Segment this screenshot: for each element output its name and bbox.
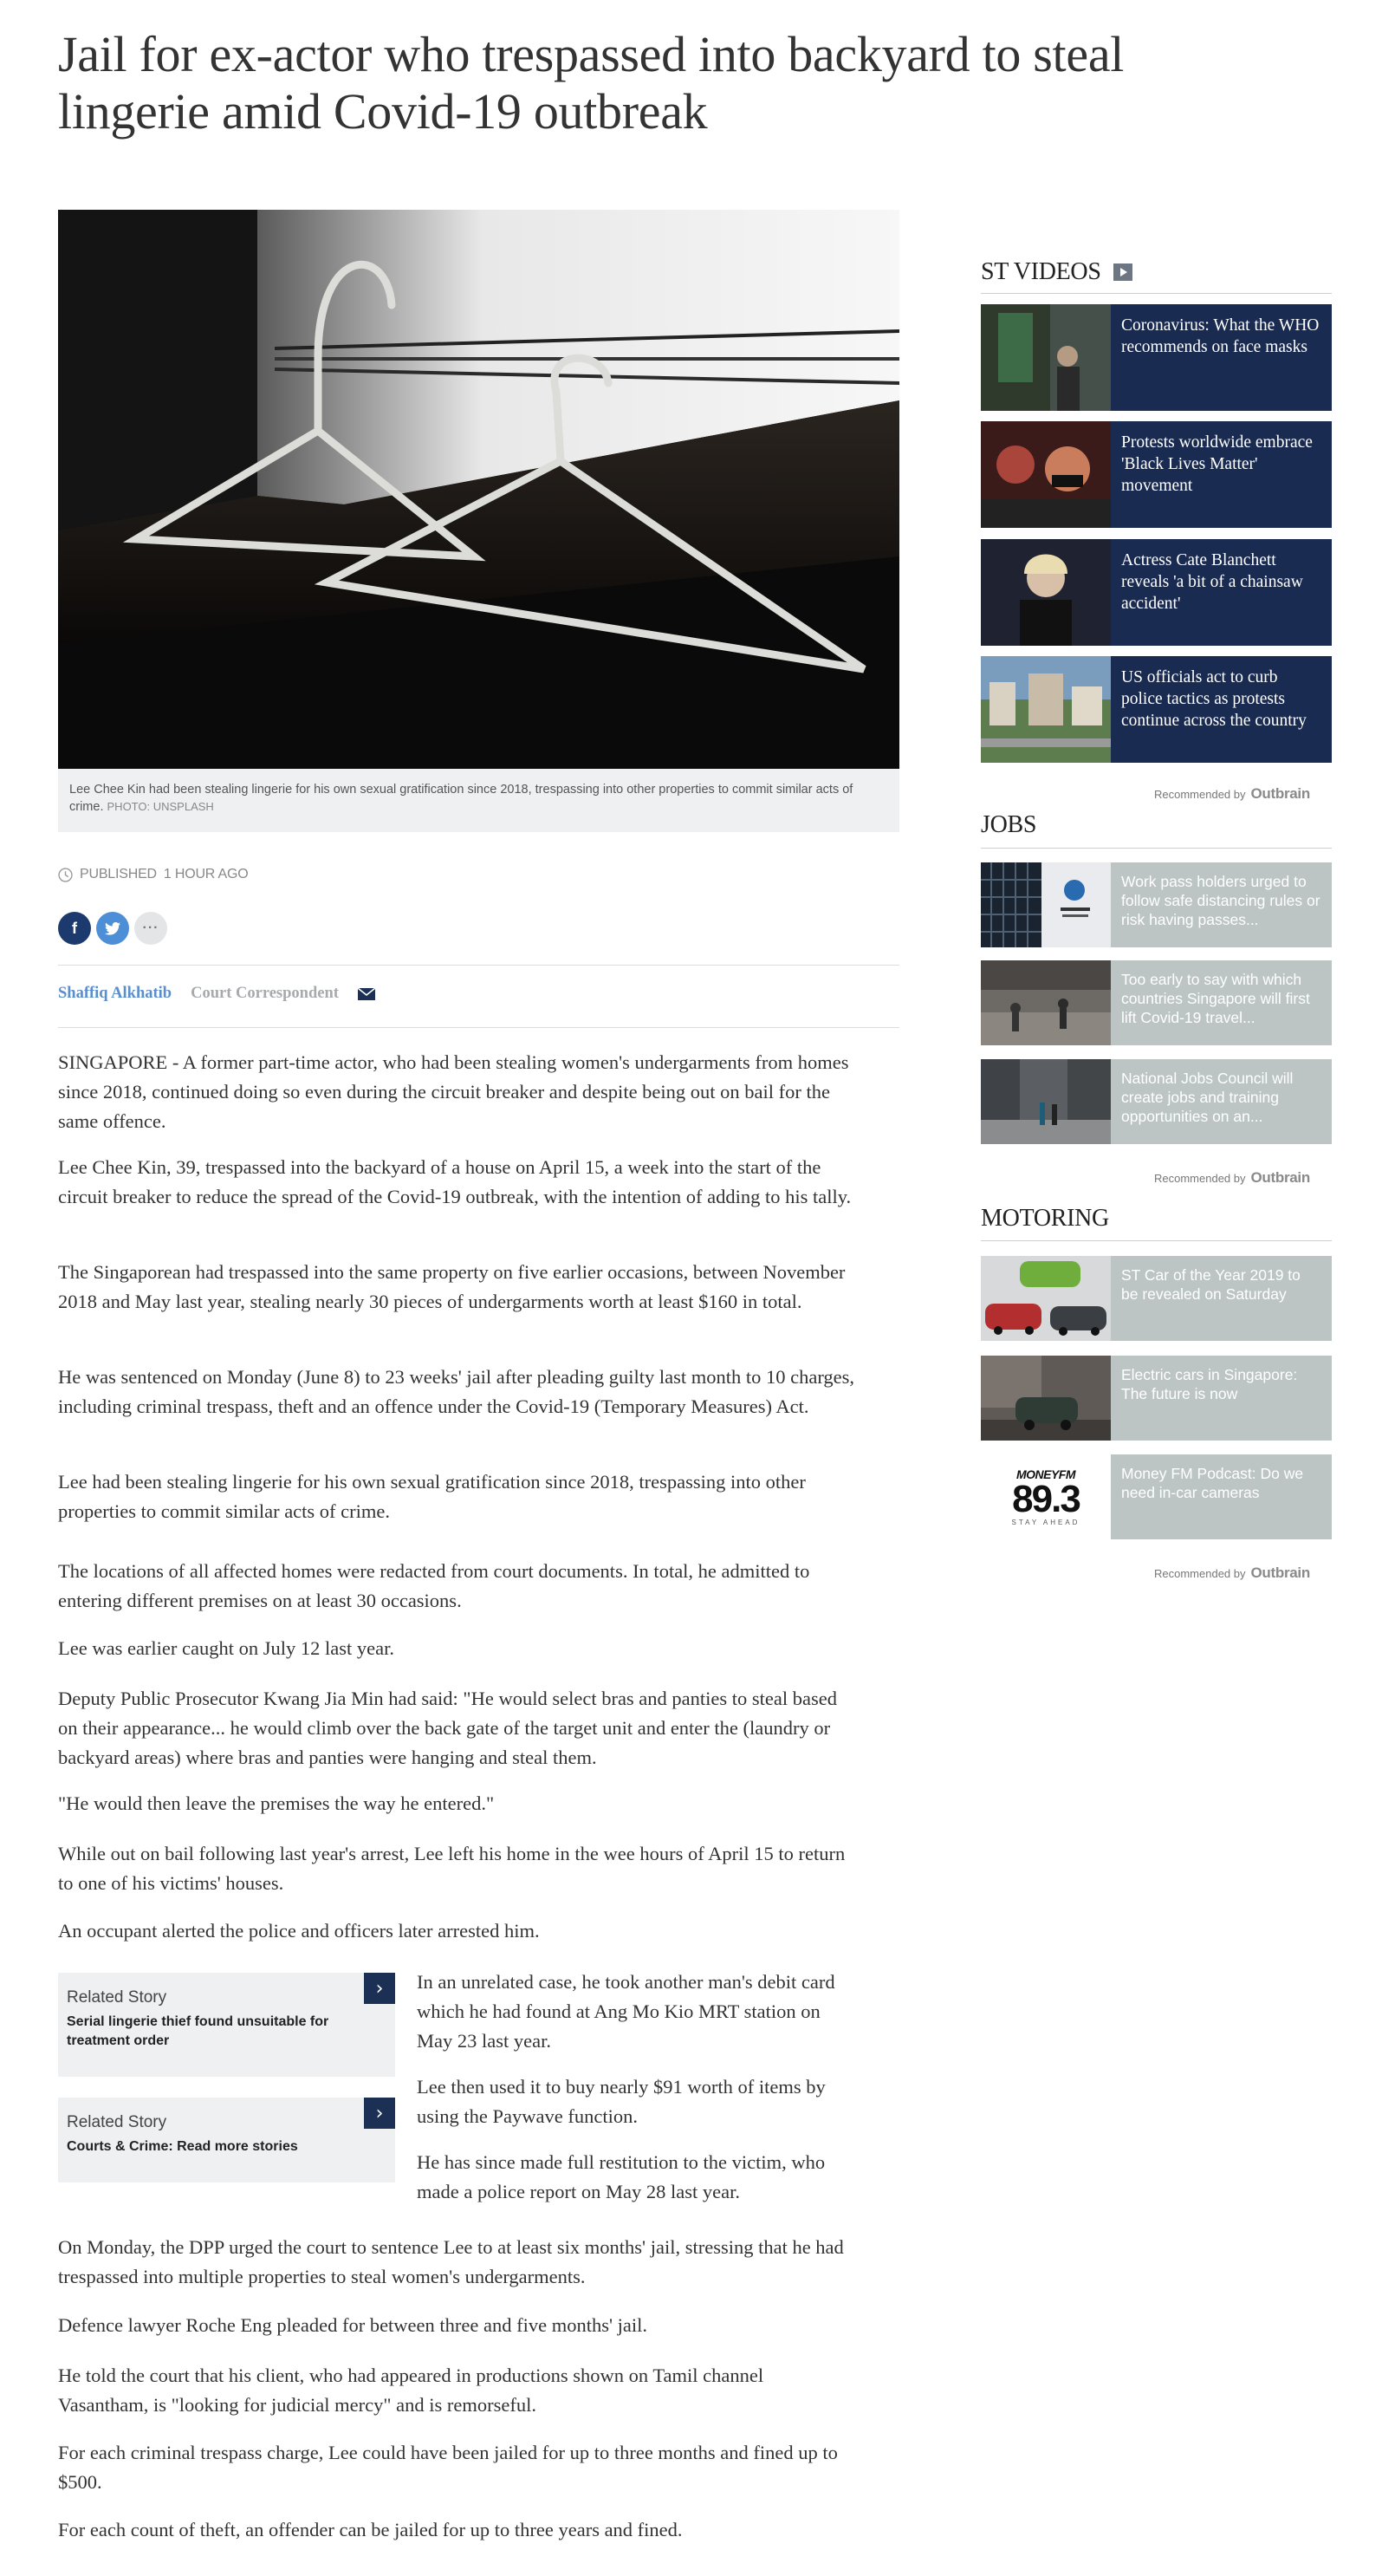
paragraph: Defence lawyer Roche Eng pleaded for between three and five months' jail.	[58, 2314, 648, 2336]
motoring-heading	[981, 1205, 1109, 1233]
video-thumbnail	[981, 539, 1111, 646]
paragraph: The Singaporean had trespassed into the same property on five earlier occasions, between November 2018 and May last year, stealing nearly 30 pieces of undergarments worth at least $160 in total.	[58, 1261, 846, 1312]
recommended-label: Recommended by	[1154, 787, 1246, 801]
paragraph: "He would then leave the premises the way he entered."	[58, 1792, 495, 1814]
recommended-label: Recommended by	[1154, 1171, 1246, 1185]
byline-bottom-divider	[58, 1027, 899, 1028]
chevron-right-icon[interactable]: ›	[364, 1973, 395, 2004]
more-share-button[interactable]	[134, 912, 167, 945]
paragraph: Lee Chee Kin, 39, trespassed into the backyard of a house on April 15, a week into the start of the circuit breaker to reduce the spread of the Covid-19 outbreak, with the intention of adding to his tally.	[58, 1156, 852, 1207]
caption-credit: PHOTO: UNSPLASH	[107, 800, 214, 813]
moneyfm-frequency: 89.3	[1012, 1477, 1080, 1520]
video-title[interactable]: US officials act to curb police tactics as protests continue across the country	[1121, 668, 1307, 730]
motoring-card[interactable]	[981, 1356, 1332, 1441]
outbrain-recommended[interactable]	[1154, 1169, 1310, 1187]
paragraph: For each criminal trespass charge, Lee could have been jailed for up to three months and fined up to $500.	[58, 2442, 838, 2493]
related-story-kicker: Related Story	[67, 2113, 167, 2131]
headline: Jail for ex-actor who trespassed into backyard to steal lingerie amid Covid-19 outbreak	[58, 26, 1125, 140]
paragraph: Lee had been stealing lingerie for his own sexual gratification since 2018, trespassing into other properties to commit similar acts of crime.	[58, 1471, 806, 1522]
motoring-card[interactable]	[981, 1256, 1332, 1341]
related-story-kicker: Related Story	[67, 1988, 167, 2007]
play-icon[interactable]	[1113, 263, 1132, 281]
clock-icon	[58, 868, 73, 882]
jobs-heading-text: JOBS	[981, 811, 1037, 838]
moneyfm-brand: MONEYFM	[1015, 1467, 1076, 1481]
chevron-right-icon[interactable]: ›	[364, 2098, 395, 2129]
paragraph: Lee was earlier caught on July 12 last year.	[58, 1637, 394, 1659]
video-title[interactable]: Coronavirus: What the WHO recommends on face masks	[1121, 316, 1320, 356]
outbrain-logo: Outbrain	[1250, 1169, 1310, 1186]
motoring-title[interactable]: Money FM Podcast: Do we need in-car cameras	[1121, 1465, 1304, 1501]
facebook-icon: f	[72, 919, 77, 937]
video-thumbnail	[981, 421, 1111, 528]
paragraph: He has since made full restitution to the victim, who made a police report on May 28 last year.	[417, 2151, 826, 2202]
paragraph: In an unrelated case, he took another man's debit card which he had found at Ang Mo Kio MRT station on May 23 last year.	[417, 1971, 835, 2052]
jobs-thumbnail	[981, 1059, 1111, 1144]
paragraph: On Monday, the DPP urged the court to sentence Lee to at least six months' jail, stressing that he had trespassed into multiple properties to steal women's undergarments.	[58, 2236, 844, 2287]
jobs-thumbnail	[981, 960, 1111, 1045]
byline-top-divider	[58, 965, 899, 966]
paragraph: He told the court that his client, who had appeared in productions shown on Tamil channel Vasantham, is "looking for judicial mercy" and is remorseful.	[58, 2365, 764, 2416]
more-icon: ···	[142, 920, 159, 935]
video-thumbnail	[981, 304, 1111, 411]
caption-text: Lee Chee Kin had been stealing lingerie for his own sexual gratification since 2018, trespassing into other properties to commit similar acts of crime.	[69, 783, 853, 814]
motoring-card[interactable]	[981, 1454, 1332, 1539]
videos-heading-text: ST VIDEOS	[981, 258, 1101, 285]
motoring-thumbnail	[981, 1356, 1111, 1441]
paragraph: While out on bail following last year's arrest, Lee left his home in the wee hours of April 15 to return to one of his victims' houses.	[58, 1843, 846, 1894]
paragraph: Deputy Public Prosecutor Kwang Jia Min had said: "He would select bras and panties to steal based on their appearance... he would climb over the back gate of the target unit and enter the (laundry or backyard areas) where bras and panties were hanging and steal them.	[58, 1688, 837, 1768]
outbrain-logo: Outbrain	[1250, 785, 1310, 802]
recommended-label: Recommended by	[1154, 1566, 1246, 1580]
video-card[interactable]	[981, 656, 1332, 763]
facebook-share-button[interactable]	[58, 912, 91, 945]
motoring-thumbnail	[981, 1256, 1111, 1341]
paragraph: He was sentenced on Monday (June 8) to 23 weeks' jail after pleading guilty last month to 10 charges, including criminal trespass, theft and an offence under the Covid-19 (Temporary Measures) Act.	[58, 1366, 855, 1417]
paragraph: Lee then used it to buy nearly $91 worth of items by using the Paywave function.	[417, 2076, 826, 2127]
jobs-divider	[981, 848, 1332, 849]
byline	[58, 985, 375, 1003]
jobs-card[interactable]	[981, 1059, 1332, 1144]
jobs-title[interactable]: National Jobs Council will create jobs and training opportunities on an...	[1121, 1070, 1294, 1125]
outbrain-recommended[interactable]	[1154, 785, 1310, 803]
twitter-icon	[105, 922, 120, 935]
related-story-card[interactable]	[58, 1973, 395, 2077]
video-card[interactable]	[981, 304, 1332, 411]
paragraph: For each count of theft, an offender can be jailed for up to three years and fined.	[58, 2519, 683, 2540]
video-title[interactable]: Protests worldwide embrace 'Black Lives Matter' movement	[1121, 433, 1313, 495]
outbrain-recommended[interactable]	[1154, 1564, 1310, 1582]
paragraph: The locations of all affected homes were redacted from court documents. In total, he admitted to entering different premises on at least 30 occasions.	[58, 1560, 810, 1611]
video-title[interactable]: Actress Cate Blanchett reveals 'a bit of a chainsaw accident'	[1121, 551, 1303, 613]
paragraph: SINGAPORE - A former part-time actor, who had been stealing women's undergarments from homes since 2018, continued doing so even during the circuit breaker and despite being out on bail for the same offence.	[58, 1051, 849, 1132]
videos-divider	[981, 293, 1332, 294]
share-bar	[58, 912, 167, 945]
jobs-thumbnail	[981, 862, 1111, 947]
motoring-divider	[981, 1240, 1332, 1241]
paragraph: An occupant alerted the police and officers later arrested him.	[58, 1920, 540, 1942]
related-story-card[interactable]	[58, 2098, 395, 2182]
videos-heading	[981, 258, 1132, 286]
video-card[interactable]	[981, 421, 1332, 528]
related-story-title[interactable]: Courts & Crime: Read more stories	[67, 2139, 298, 2154]
jobs-heading	[981, 811, 1036, 839]
author-link[interactable]: Shaffiq Alkhatib	[58, 985, 172, 1002]
jobs-card[interactable]	[981, 862, 1332, 947]
published-time: 1 HOUR AGO	[163, 867, 249, 881]
motoring-heading-text: MOTORING	[981, 1205, 1109, 1232]
twitter-share-button[interactable]	[96, 912, 129, 945]
video-thumbnail	[981, 656, 1111, 763]
jobs-title[interactable]: Too early to say with which countries Singapore will first lift Covid-19 travel...	[1121, 971, 1310, 1026]
moneyfm-logo	[981, 1454, 1111, 1539]
published-label: PUBLISHED	[80, 867, 157, 881]
related-story-title[interactable]: Serial lingerie thief found unsuitable for treatment order	[67, 2014, 329, 2048]
author-role: Court Correspondent	[191, 985, 339, 1002]
jobs-title[interactable]: Work pass holders urged to follow safe distancing rules or risk having passes...	[1121, 873, 1320, 928]
email-author-icon[interactable]	[358, 988, 375, 1000]
moneyfm-tagline: STAY AHEAD	[1011, 1518, 1080, 1526]
video-card[interactable]	[981, 539, 1332, 646]
motoring-title[interactable]: Electric cars in Singapore: The future is now	[1121, 1366, 1298, 1402]
outbrain-logo: Outbrain	[1250, 1564, 1310, 1581]
published-info	[58, 867, 249, 882]
image-caption	[58, 769, 899, 832]
motoring-title[interactable]: ST Car of the Year 2019 to be revealed on Saturday	[1121, 1266, 1301, 1303]
hero-image	[58, 210, 899, 769]
jobs-card[interactable]	[981, 960, 1332, 1045]
